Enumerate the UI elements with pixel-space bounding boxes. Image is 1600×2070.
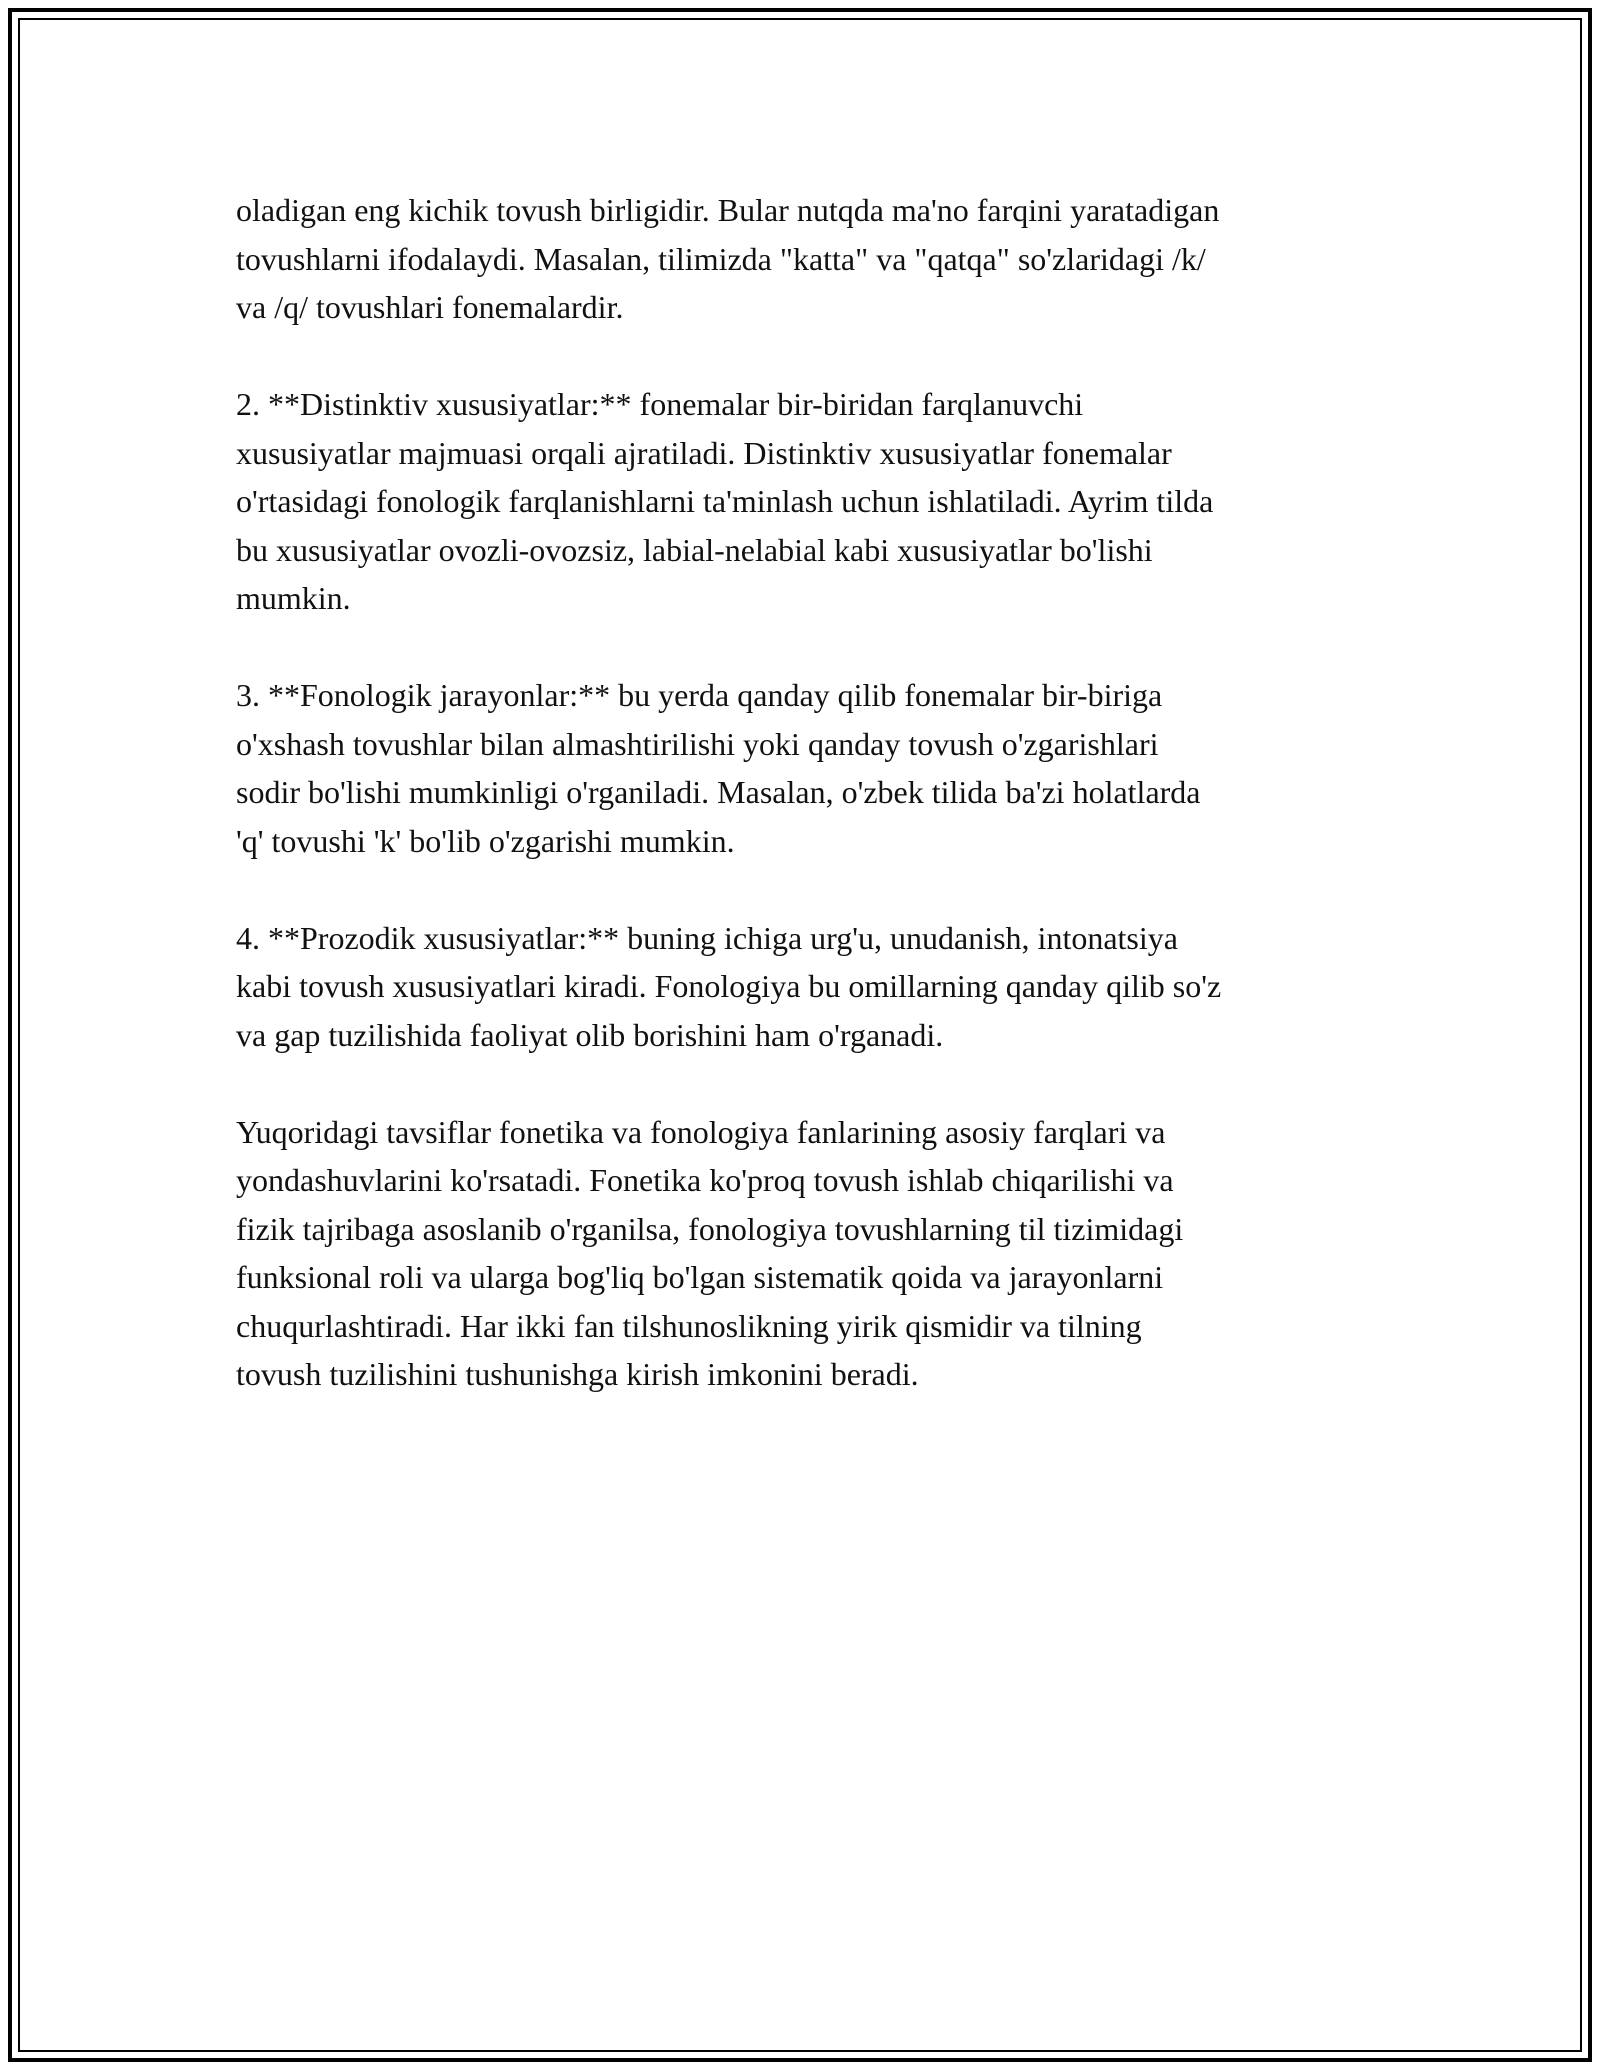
paragraph-phonological-processes: 3. **Fonologik jarayonlar:** bu yerda qanday qilib fonemalar bir-biriga o'xshash tovushlar bilan almashtirilishi yoki qanday tovush o'zgarishlari sodir bo'lishi mumkinligi o'rganiladi. Masalan, o'zbek tilida ba'zi holatlarda 'q' tovushi 'k' bo'lib o'zgarishi mumkin. <box>236 677 1201 859</box>
paragraph-prosodic-features: 4. **Prozodik xususiyatlar:** buning ichiga urg'u, unudanish, intonatsiya kabi tovush xususiyatlari kiradi. Fonologiya bu omillarning qanday qilib so'z va gap tuzilishida faoliyat olib borishini ham o'rganadi. <box>236 919 1222 1053</box>
paragraph-conclusion: Yuqoridagi tavsiflar fonetika va fonologiya fanlarining asosiy farqlari va yondashuvlarini ko'rsatadi. Fonetika ko'proq tovush ishlab chiqarilishi va fizik tajribaga asoslanib o'rganilsa, fonologiya tovushlarning til tizimidagi funksional roli va ularga bog'liq bo'lgan sistematik qoida va jarayonlarni chuqurlashtiradi. Har ikki fan tilshunoslikning yirik qismidir va tilning tovush tuzilishini tushunishga kirish imkonini beradi. <box>236 1113 1184 1392</box>
document-body <box>236 186 1386 1399</box>
paragraph-distinctive-features: 2. **Distinktiv xususiyatlar:** fonemalar bir-biridan farqlanuvchi xususiyatlar majmuasi orqali ajratiladi. Distinktiv xususiyatlar fonemalar o'rtasidagi fonologik farqlanishlarni ta'minlash uchun ishlatiladi. Ayrim tilda bu xususiyatlar ovozli-ovozsiz, labial-nelabial kabi xususiyatlar bo'lishi mumkin. <box>236 386 1214 616</box>
paragraph-phoneme-definition: oladigan eng kichik tovush birligidir. Bular nutqda ma'no farqini yaratadigan tovushlarni ifodalaydi. Masalan, tilimizda "katta" va "qatqa" so'zlaridagi /k/ va /q/ tovushlari fonemalardir. <box>236 192 1220 325</box>
